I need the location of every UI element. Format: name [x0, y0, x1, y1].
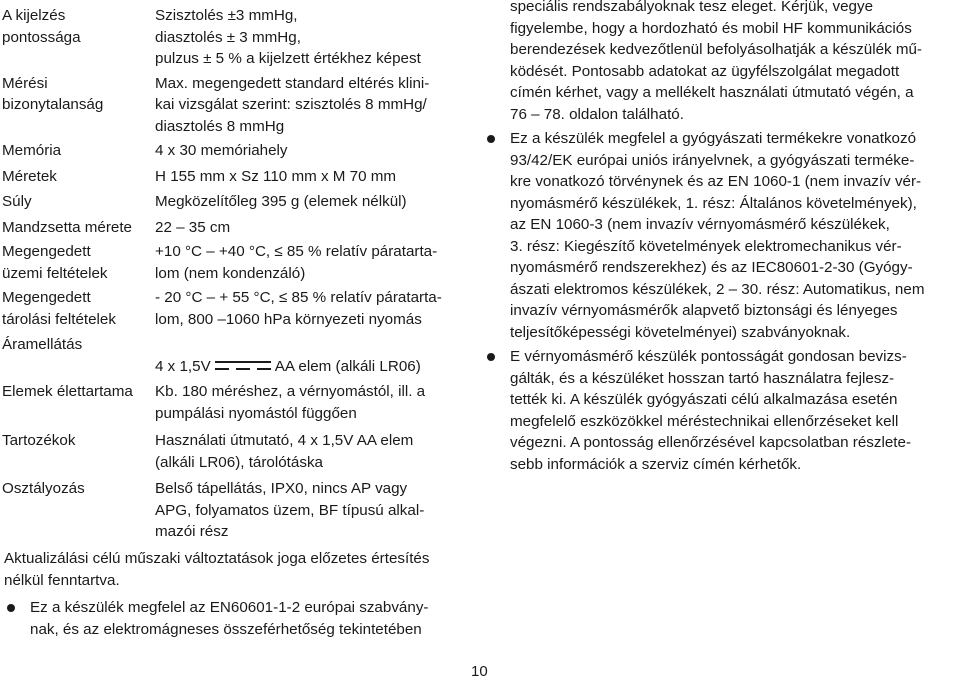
spec-label: Megengedett üzemi feltételek: [2, 243, 108, 282]
spec-value: H 155 mm x Sz 110 mm x M 70 mm: [155, 167, 397, 185]
power-voltage: 4 x 1,5V: [155, 357, 211, 375]
spec-label: Memória: [2, 142, 62, 159]
spec-label: Osztályozás: [2, 480, 85, 497]
spec-row-measurement-uncertainty: [2, 73, 472, 138]
spec-row-operating-conditions: [2, 241, 472, 284]
power-battery-type: AA elem (alkáli LR06): [274, 357, 421, 375]
spec-label: Mandzsetta mérete: [2, 218, 132, 236]
spec-row-weight: [2, 191, 472, 213]
spec-label: Tartozékok: [2, 432, 76, 449]
spec-value: - 20 °C – + 55 °C, ≤ 85 % relatív páratarta- lom, 800 –1060 hPa környezeti nyomás: [155, 289, 442, 328]
emc-bullet: Ez a készülék megfelel az EN60601-1-2 európai szabvány- nak, és az elektromágneses összeférhetőség tekintetében: [4, 597, 500, 640]
spec-row-battery-life: [2, 381, 472, 424]
spec-label: Megengedett tárolási feltételek: [2, 289, 116, 328]
spec-value: 4 x 30 memóriahely: [155, 142, 288, 159]
spec-value: Belső tápellátás, IPX0, nincs AP vagy APG, folyamatos üzem, BF típusú alkal- mazói rész: [155, 480, 425, 540]
spec-value: Max. megengedett standard eltérés klini- kai vizsgálat szerint: szisztolés 8 mmHg/ diasztolés 8 mmHg: [155, 74, 430, 135]
spec-label: A kijelzés pontossága: [2, 7, 81, 46]
spec-label: Áramellátás: [2, 336, 83, 353]
spec-table: [2, 5, 472, 543]
dc-current-icon: [215, 361, 271, 371]
spec-value: Szisztolés ±3 mmHg, diasztolés ± 3 mmHg, pulzus ± 5 % a kijelzett értékhez képest: [155, 7, 421, 67]
spec-value: Használati útmutató, 4 x 1,5V AA elem (alkáli LR06), tárolótáska: [155, 432, 414, 471]
spec-row-dimensions: [2, 166, 472, 188]
right-column: [484, 0, 954, 475]
spec-label: Súly: [2, 193, 32, 210]
accuracy-check-bullet: E vérnyomásmérő készülék pontosságát gondosan bevizs- gálták, és a készüléket hosszan tartó használatra fejlesz- tették ki. A készülék gyógyászati célú alkalmazása esetén megfelelő eszközökkel méréstechnikai ellenőrzéseket kell végezni. A pontosság ellenőrzésével kapcsolatban részlete- sebb információk a szerviz címén kérhetők.: [484, 346, 954, 475]
spec-value: [155, 334, 472, 377]
spec-row-power-supply: [2, 334, 472, 377]
update-note: Aktualizálási célú műszaki változtatások joga előzetes értesítés nélkül fenntartva.: [4, 550, 430, 589]
page-number: 10: [471, 663, 488, 680]
spec-row-accessories: [2, 430, 472, 473]
spec-value: 22 – 35 cm: [155, 218, 231, 236]
emc-continuation-paragraph: speciális rendszabályoknak tesz eleget. Kérjük, vegye figyelembe, hogy a hordozható és mobil HF kommunikációs berendezések kedvezőtlenül befolyásolhatják a készülék mű- ködését. Pontosabb adatokat az ügyfélszolgálat megadott címén kérhet, vagy a mellékelt használati útmutató végén, a 76 – 78. oldalon található.: [510, 0, 922, 123]
spec-value: +10 °C – +40 °C, ≤ 85 % relatív páratarta- lom (nem kondenzáló): [155, 243, 438, 282]
spec-label: Elemek élettartama: [2, 383, 133, 400]
spec-row-cuff-size: [2, 217, 472, 239]
spec-row-classification: [2, 478, 472, 543]
medical-device-directive-bullet: Ez a készülék megfelel a gyógyászati termékekre vonatkozó 93/42/EK európai uniós irányelvnek, a gyógyászati terméke- kre vonatkozó törvénynek és az EN 1060-1 (nem invazív vér- nyomásmérő készülékek, 1. rész: Általános követelmények), az EN 1060-3 (nem invazív vérnyomásmérő készülékek, 3. rész: Kiegészítő követelmények elektromechanikus vér- nyomásmérő rendszerekhez) és az IEC80601-2-30 (Gyógy- ászati elektromos készülékek, 2 – 30. rész: Automatikus, nem invazív vérnyomásmérők alapvető biztonsági és lényeges teljesítőképességi követelményei) szabványoknak.: [484, 128, 954, 343]
spec-row-memory: [2, 140, 472, 162]
spec-row-display-accuracy: [2, 5, 472, 70]
spec-value: Kb. 180 méréshez, a vérnyomástól, ill. a pumpálási nyomástól függően: [155, 383, 426, 422]
spec-value: Megközelítőleg 395 g (elemek nélkül): [155, 193, 407, 210]
spec-label: Mérési bizonytalanság: [2, 74, 104, 113]
spec-row-storage-conditions: [2, 287, 472, 330]
spec-label: Méretek: [2, 167, 57, 185]
